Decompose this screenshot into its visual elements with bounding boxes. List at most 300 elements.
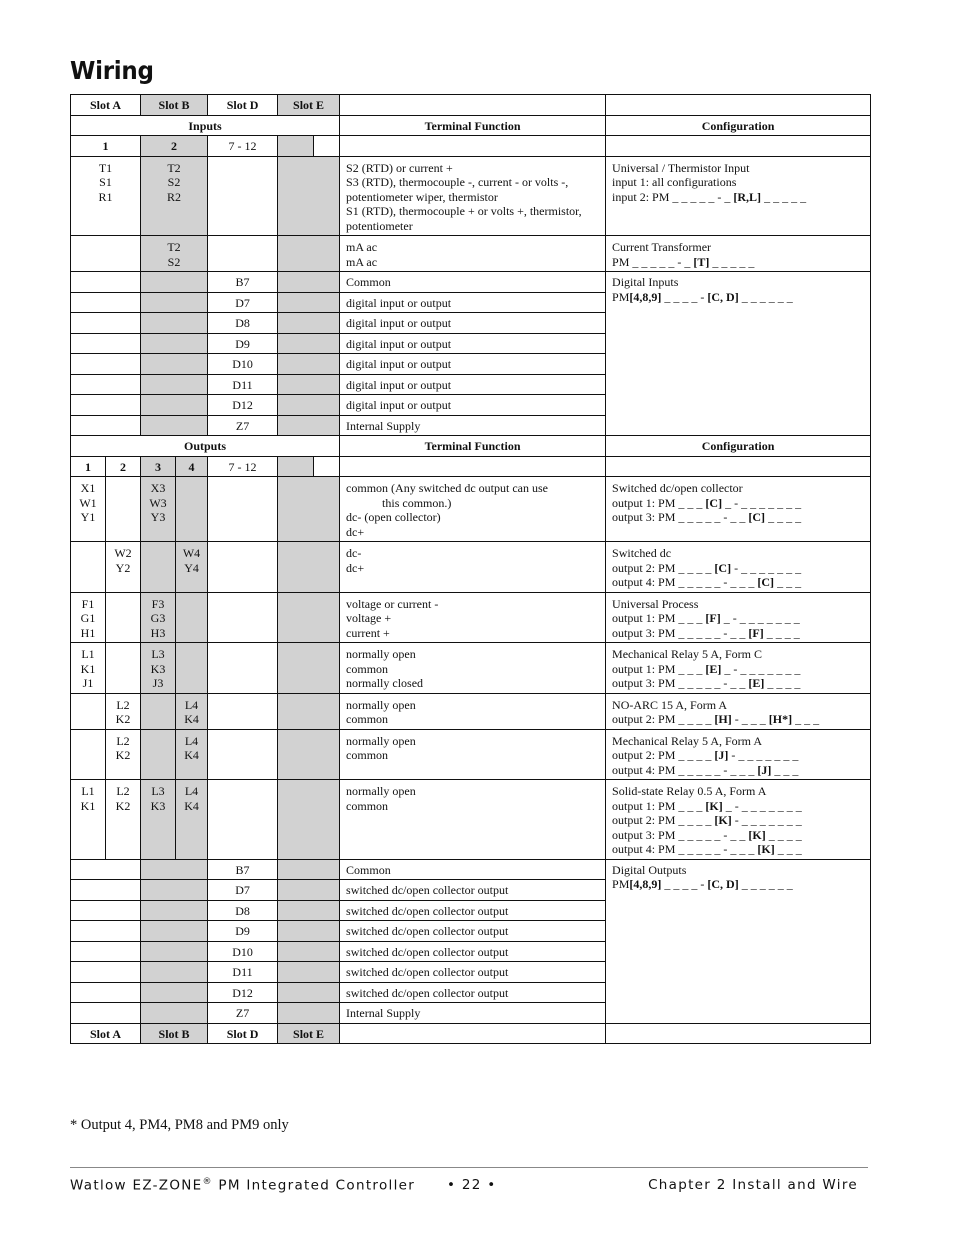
cell-line: output 2: PM _ _ _ _ [C] - _ _ _ _ _ _ _ bbox=[612, 560, 802, 575]
cell-line: Y1 bbox=[80, 510, 96, 524]
cell-line: Y2 bbox=[115, 560, 131, 575]
table-cell bbox=[278, 272, 340, 293]
table-cell bbox=[278, 859, 340, 880]
table-cell bbox=[71, 542, 106, 593]
table-cell bbox=[141, 592, 176, 643]
cell-line: Universal / Thermistor Input bbox=[612, 160, 750, 175]
terminal-label: D12 bbox=[208, 982, 278, 1003]
table-cell bbox=[141, 395, 208, 416]
terminal-label: D8 bbox=[208, 900, 278, 921]
cell-line: L1 bbox=[81, 784, 95, 798]
table-row bbox=[71, 729, 871, 780]
cell-line: F1 bbox=[81, 596, 95, 611]
terminal-function bbox=[340, 477, 606, 542]
terminal-label: D10 bbox=[208, 354, 278, 375]
table-cell bbox=[71, 354, 141, 375]
table-cell bbox=[141, 1003, 208, 1024]
table-cell bbox=[278, 542, 340, 593]
cell-line: Universal Process bbox=[612, 596, 699, 611]
table-cell bbox=[606, 1023, 871, 1044]
table-cell bbox=[278, 592, 340, 643]
cell-line: normally open bbox=[346, 697, 416, 712]
output-col-3: 3 bbox=[141, 456, 176, 477]
table-cell bbox=[278, 292, 340, 313]
table-cell bbox=[141, 859, 208, 880]
output-col-2: 2 bbox=[106, 456, 141, 477]
table-cell bbox=[106, 729, 141, 780]
cell-line: K4 bbox=[184, 798, 199, 813]
terminal-function: digital input or output bbox=[340, 374, 606, 395]
table-cell bbox=[278, 333, 340, 354]
table-cell bbox=[71, 1003, 141, 1024]
slot-a-header: Slot A bbox=[71, 95, 141, 116]
table-cell bbox=[141, 921, 208, 942]
table-cell bbox=[141, 693, 176, 729]
table-cell bbox=[141, 236, 208, 272]
table-cell bbox=[71, 236, 141, 272]
terminal-function-header: Terminal Function bbox=[340, 436, 606, 457]
table-cell bbox=[278, 693, 340, 729]
cell-line: H1 bbox=[80, 625, 96, 640]
output-range: 7 - 12 bbox=[208, 456, 278, 477]
cell-line: K3 bbox=[150, 661, 166, 676]
table-cell bbox=[71, 643, 106, 694]
table-cell bbox=[176, 643, 208, 694]
table-cell bbox=[278, 900, 340, 921]
terminal-function bbox=[340, 542, 606, 593]
configuration bbox=[606, 643, 871, 694]
terminal-function bbox=[340, 729, 606, 780]
cell-line: K1 bbox=[80, 661, 96, 676]
table-cell bbox=[278, 395, 340, 416]
terminal-function: Common bbox=[340, 859, 606, 880]
cell-line: K4 bbox=[184, 748, 199, 762]
cell-line: PM _ _ _ _ _ - _ [T] _ _ _ _ _ bbox=[612, 254, 755, 269]
cell-line: normally open bbox=[346, 733, 416, 748]
terminal-label: D8 bbox=[208, 313, 278, 334]
cell-line: L2 bbox=[116, 697, 130, 712]
table-cell bbox=[278, 354, 340, 375]
terminal-label: D7 bbox=[208, 880, 278, 901]
table-row bbox=[71, 542, 871, 593]
terminal-function-header: Terminal Function bbox=[340, 115, 606, 136]
table-cell bbox=[176, 592, 208, 643]
cell-line: Solid-state Relay 0.5 A, Form A bbox=[612, 784, 767, 798]
cell-line: W1 bbox=[79, 495, 97, 510]
terminal-function: digital input or output bbox=[340, 313, 606, 334]
cell-line: common bbox=[346, 712, 389, 726]
cell-line: mA ac bbox=[346, 254, 378, 269]
cell-line: K2 bbox=[115, 712, 131, 726]
wiring-table bbox=[70, 94, 871, 1044]
table-row bbox=[71, 456, 871, 477]
cell-line: L3 bbox=[151, 647, 165, 661]
table-row bbox=[71, 156, 871, 236]
cell-line: X3 bbox=[150, 481, 166, 495]
cell-line: L3 bbox=[151, 784, 165, 798]
terminal-function: digital input or output bbox=[340, 395, 606, 416]
slot-e-footer: Slot E bbox=[278, 1023, 340, 1044]
cell-line: output 1: PM _ _ _ [C] _ - _ _ _ _ _ _ _ bbox=[612, 495, 802, 510]
table-cell bbox=[278, 477, 340, 542]
cell-line: R1 bbox=[98, 189, 113, 204]
table-cell bbox=[278, 313, 340, 334]
table-cell bbox=[141, 354, 208, 375]
cell-line: mA ac bbox=[346, 240, 378, 254]
table-cell bbox=[278, 880, 340, 901]
slot-e-header: Slot E bbox=[278, 95, 340, 116]
configuration-header: Configuration bbox=[606, 115, 871, 136]
table-cell bbox=[278, 941, 340, 962]
cell-line: T1 bbox=[98, 160, 113, 175]
table-cell bbox=[106, 780, 141, 860]
table-cell bbox=[278, 456, 314, 477]
table-cell bbox=[340, 1023, 606, 1044]
table-cell bbox=[606, 95, 871, 116]
table-cell bbox=[106, 592, 141, 643]
table-cell bbox=[208, 156, 278, 236]
digital-outputs-config bbox=[606, 859, 871, 1023]
table-cell bbox=[71, 156, 141, 236]
table-cell bbox=[208, 780, 278, 860]
cell-line: PM[4,8,9] _ _ _ _ - [C, D] _ _ _ _ _ _ bbox=[612, 877, 793, 891]
cell-line: J1 bbox=[82, 676, 94, 690]
slot-d-header: Slot D bbox=[208, 95, 278, 116]
table-cell bbox=[278, 236, 340, 272]
cell-line: L4 bbox=[184, 784, 199, 798]
table-cell bbox=[141, 880, 208, 901]
cell-line: output 4: PM _ _ _ _ _ - _ _ _ [C] _ _ _ bbox=[612, 575, 802, 589]
terminal-function: switched dc/open collector output bbox=[340, 982, 606, 1003]
terminal-function bbox=[340, 693, 606, 729]
table-cell bbox=[71, 477, 106, 542]
terminal-label: B7 bbox=[208, 272, 278, 293]
cell-line: output 4: PM _ _ _ _ _ - _ _ _ [J] _ _ _ bbox=[612, 762, 799, 777]
cell-line: W4 bbox=[182, 546, 201, 560]
cell-line: K4 bbox=[184, 712, 199, 726]
cell-line: output 3: PM _ _ _ _ _ - _ _ [C] _ _ _ _ bbox=[612, 510, 802, 524]
table-cell bbox=[71, 292, 141, 313]
cell-line: K2 bbox=[115, 798, 131, 813]
terminal-function: switched dc/open collector output bbox=[340, 962, 606, 983]
digital-inputs-config bbox=[606, 272, 871, 436]
cell-line: normally closed bbox=[346, 676, 424, 690]
slot-b-footer: Slot B bbox=[141, 1023, 208, 1044]
table-cell bbox=[141, 292, 208, 313]
cell-line: J3 bbox=[152, 676, 164, 690]
cell-line: Y3 bbox=[150, 510, 166, 524]
configuration bbox=[606, 592, 871, 643]
table-cell bbox=[208, 592, 278, 643]
cell-line: K1 bbox=[80, 798, 96, 813]
table-row bbox=[71, 115, 871, 136]
configuration bbox=[606, 693, 871, 729]
terminal-label: Z7 bbox=[208, 415, 278, 436]
cell-line: Mechanical Relay 5 A, Form A bbox=[612, 733, 763, 748]
cell-line: common bbox=[346, 661, 389, 676]
table-cell bbox=[71, 693, 106, 729]
table-cell bbox=[71, 941, 141, 962]
cell-line: input 2: PM _ _ _ _ _ - _ [R,L] _ _ _ _ _ bbox=[612, 189, 807, 204]
cell-line: common bbox=[346, 748, 389, 762]
table-cell bbox=[141, 374, 208, 395]
terminal-function bbox=[340, 643, 606, 694]
table-cell bbox=[71, 921, 141, 942]
table-cell bbox=[278, 982, 340, 1003]
table-cell bbox=[141, 900, 208, 921]
terminal-function: switched dc/open collector output bbox=[340, 941, 606, 962]
cell-line: output 3: PM _ _ _ _ _ - _ _ [K] _ _ _ _ bbox=[612, 827, 802, 842]
table-cell bbox=[278, 374, 340, 395]
cell-line: output 3: PM _ _ _ _ _ - _ _ [F] _ _ _ _ bbox=[612, 625, 800, 640]
table-cell bbox=[278, 415, 340, 436]
terminal-label: D9 bbox=[208, 921, 278, 942]
outputs-header: Outputs bbox=[71, 436, 340, 457]
terminal-function: digital input or output bbox=[340, 333, 606, 354]
cell-line: X1 bbox=[80, 481, 96, 495]
table-cell bbox=[106, 693, 141, 729]
cell-line: dc+ bbox=[346, 560, 365, 575]
table-cell bbox=[278, 780, 340, 860]
table-cell bbox=[606, 136, 871, 157]
table-cell bbox=[141, 313, 208, 334]
table-cell bbox=[141, 272, 208, 293]
table-cell bbox=[106, 477, 141, 542]
cell-line: dc- bbox=[346, 546, 362, 560]
cell-line: W3 bbox=[149, 495, 167, 510]
cell-line: L1 bbox=[81, 647, 95, 661]
footer-product: Watlow EZ-ZONE® PM Integrated Controller bbox=[70, 1177, 416, 1194]
table-cell bbox=[106, 643, 141, 694]
terminal-label: B7 bbox=[208, 859, 278, 880]
cell-line: Y4 bbox=[184, 560, 199, 575]
table-cell bbox=[176, 729, 208, 780]
table-cell bbox=[141, 780, 176, 860]
terminal-label: D7 bbox=[208, 292, 278, 313]
terminal-label: D10 bbox=[208, 941, 278, 962]
cell-line: Current Transformer bbox=[612, 240, 712, 254]
table-cell bbox=[141, 643, 176, 694]
page-footer bbox=[70, 1177, 858, 1197]
cell-line: T2 bbox=[167, 240, 181, 254]
cell-line: output 4: PM _ _ _ _ _ - _ _ _ [K] _ _ _ bbox=[612, 842, 802, 856]
input-col-2: 2 bbox=[141, 136, 208, 157]
terminal-function: switched dc/open collector output bbox=[340, 921, 606, 942]
cell-line: this common.) bbox=[346, 495, 452, 510]
cell-line: output 1: PM _ _ _ [F] _ - _ _ _ _ _ _ _ bbox=[612, 611, 800, 625]
cell-line: common bbox=[346, 798, 389, 813]
configuration bbox=[606, 729, 871, 780]
slot-b-header: Slot B bbox=[141, 95, 208, 116]
cell-line: L4 bbox=[184, 733, 199, 748]
table-cell bbox=[106, 542, 141, 593]
cell-line: S2 bbox=[167, 254, 181, 269]
cell-line: S1 bbox=[99, 175, 112, 189]
configuration bbox=[606, 477, 871, 542]
table-cell bbox=[176, 477, 208, 542]
table-cell bbox=[141, 962, 208, 983]
cell-line: T2 bbox=[167, 160, 181, 175]
cell-line: voltage + bbox=[346, 611, 392, 625]
cell-line: output 3: PM _ _ _ _ _ - _ _ [E] _ _ _ _ bbox=[612, 676, 801, 690]
table-cell bbox=[71, 395, 141, 416]
cell-line: S2 bbox=[167, 175, 181, 189]
configuration bbox=[606, 780, 871, 860]
cell-line: G3 bbox=[150, 611, 166, 625]
terminal-function bbox=[340, 236, 606, 272]
table-cell bbox=[71, 900, 141, 921]
terminal-function: Internal Supply bbox=[340, 1003, 606, 1024]
table-cell bbox=[71, 880, 141, 901]
cell-line: L2 bbox=[116, 784, 130, 798]
terminal-label: D11 bbox=[208, 374, 278, 395]
output-col-1: 1 bbox=[71, 456, 106, 477]
terminal-label: D9 bbox=[208, 333, 278, 354]
table-cell bbox=[176, 693, 208, 729]
cell-line: output 1: PM _ _ _ [K] _ - _ _ _ _ _ _ _ bbox=[612, 798, 802, 813]
table-row bbox=[71, 236, 871, 272]
terminal-function: digital input or output bbox=[340, 292, 606, 313]
table-cell bbox=[141, 941, 208, 962]
configuration-header: Configuration bbox=[606, 436, 871, 457]
table-cell bbox=[71, 962, 141, 983]
footnote: * Output 4, PM4, PM8 and PM9 only bbox=[70, 1117, 289, 1133]
terminal-label: D11 bbox=[208, 962, 278, 983]
inputs-header: Inputs bbox=[71, 115, 340, 136]
input-range: 7 - 12 bbox=[208, 136, 278, 157]
table-cell bbox=[141, 333, 208, 354]
configuration bbox=[606, 542, 871, 593]
output-col-4: 4 bbox=[176, 456, 208, 477]
configuration bbox=[606, 156, 871, 236]
table-cell bbox=[208, 477, 278, 542]
table-cell bbox=[71, 272, 141, 293]
cell-line: output 1: PM _ _ _ [E] _ - _ _ _ _ _ _ _ bbox=[612, 661, 801, 676]
cell-line: output 2: PM _ _ _ _ [K] - _ _ _ _ _ _ _ bbox=[612, 813, 802, 827]
table-cell bbox=[71, 592, 106, 643]
page-title: Wiring bbox=[70, 56, 154, 85]
cell-line: Switched dc bbox=[612, 546, 672, 560]
table-cell bbox=[71, 729, 106, 780]
table-cell bbox=[141, 982, 208, 1003]
input-col-1: 1 bbox=[71, 136, 141, 157]
terminal-function bbox=[340, 156, 606, 236]
terminal-function: Internal Supply bbox=[340, 415, 606, 436]
table-cell bbox=[71, 374, 141, 395]
table-cell bbox=[340, 136, 606, 157]
cell-line: normally open bbox=[346, 784, 416, 798]
terminal-function: switched dc/open collector output bbox=[340, 880, 606, 901]
table-row bbox=[71, 592, 871, 643]
table-row bbox=[71, 780, 871, 860]
table-cell bbox=[71, 415, 141, 436]
cell-line: R2 bbox=[167, 189, 182, 204]
footer-chapter: Chapter 2 Install and Wire bbox=[648, 1177, 858, 1193]
slot-d-footer: Slot D bbox=[208, 1023, 278, 1044]
cell-line: current + bbox=[346, 625, 390, 640]
table-cell bbox=[278, 136, 314, 157]
table-cell bbox=[141, 729, 176, 780]
cell-line: NO-ARC 15 A, Form A bbox=[612, 697, 728, 712]
cell-line: L2 bbox=[116, 733, 130, 748]
cell-line: Switched dc/open collector bbox=[612, 481, 743, 495]
cell-line: F3 bbox=[151, 596, 165, 611]
table-cell bbox=[141, 542, 176, 593]
cell-line: PM[4,8,9] _ _ _ _ - [C, D] _ _ _ _ _ _ bbox=[612, 289, 793, 304]
terminal-function bbox=[340, 592, 606, 643]
terminal-label: Z7 bbox=[208, 1003, 278, 1024]
table-cell bbox=[176, 542, 208, 593]
table-row bbox=[71, 95, 871, 116]
table-cell bbox=[340, 95, 606, 116]
cell-line: S3 (RTD), thermocouple -, current - or volts -, potentiometer wiper, thermistor bbox=[346, 175, 572, 204]
table-cell bbox=[71, 780, 106, 860]
table-row bbox=[71, 643, 871, 694]
table-cell bbox=[278, 729, 340, 780]
table-cell bbox=[314, 456, 340, 477]
table-cell bbox=[208, 643, 278, 694]
table-cell bbox=[141, 477, 176, 542]
table-cell bbox=[141, 156, 208, 236]
footer-page-number: • 22 • bbox=[447, 1177, 497, 1193]
table-cell bbox=[208, 693, 278, 729]
cell-line: output 2: PM _ _ _ _ [J] - _ _ _ _ _ _ _ bbox=[612, 748, 799, 762]
table-cell bbox=[278, 643, 340, 694]
table-cell bbox=[278, 1003, 340, 1024]
slot-a-footer: Slot A bbox=[71, 1023, 141, 1044]
terminal-label: D12 bbox=[208, 395, 278, 416]
cell-line: dc- (open collector) bbox=[346, 510, 441, 524]
table-row bbox=[71, 1023, 871, 1044]
cell-line: voltage or current - bbox=[346, 596, 439, 611]
cell-line: Digital Outputs bbox=[612, 862, 687, 877]
table-cell bbox=[208, 542, 278, 593]
cell-line: S2 (RTD) or current + bbox=[346, 160, 453, 175]
configuration bbox=[606, 236, 871, 272]
cell-line: normally open bbox=[346, 647, 416, 661]
cell-line: dc+ bbox=[346, 524, 365, 539]
table-cell bbox=[208, 236, 278, 272]
cell-line: K3 bbox=[150, 798, 166, 813]
table-cell bbox=[71, 333, 141, 354]
cell-line: Digital Inputs bbox=[612, 275, 679, 289]
cell-line: output 2: PM _ _ _ _ [H] - _ _ _ [H*] _ _ _ bbox=[612, 712, 820, 726]
table-row bbox=[71, 693, 871, 729]
table-row bbox=[71, 436, 871, 457]
cell-line: Mechanical Relay 5 A, Form C bbox=[612, 647, 763, 661]
table-cell bbox=[176, 780, 208, 860]
terminal-function bbox=[340, 780, 606, 860]
table-row bbox=[71, 272, 871, 293]
terminal-function: Common bbox=[340, 272, 606, 293]
table-cell bbox=[606, 456, 871, 477]
table-cell bbox=[141, 415, 208, 436]
table-cell bbox=[208, 729, 278, 780]
table-row bbox=[71, 477, 871, 542]
cell-line: G1 bbox=[80, 611, 96, 625]
terminal-function: switched dc/open collector output bbox=[340, 900, 606, 921]
table-cell bbox=[71, 982, 141, 1003]
table-cell bbox=[278, 921, 340, 942]
cell-line: L4 bbox=[184, 697, 199, 712]
table-cell bbox=[71, 859, 141, 880]
cell-line: H3 bbox=[150, 625, 166, 640]
cell-line: input 1: all configurations bbox=[612, 175, 737, 189]
cell-line: common (Any switched dc output can use bbox=[346, 481, 549, 495]
cell-line: W2 bbox=[114, 546, 132, 560]
cell-line: S1 (RTD), thermocouple + or volts +, thermistor, potentiometer bbox=[346, 204, 585, 233]
terminal-function: digital input or output bbox=[340, 354, 606, 375]
